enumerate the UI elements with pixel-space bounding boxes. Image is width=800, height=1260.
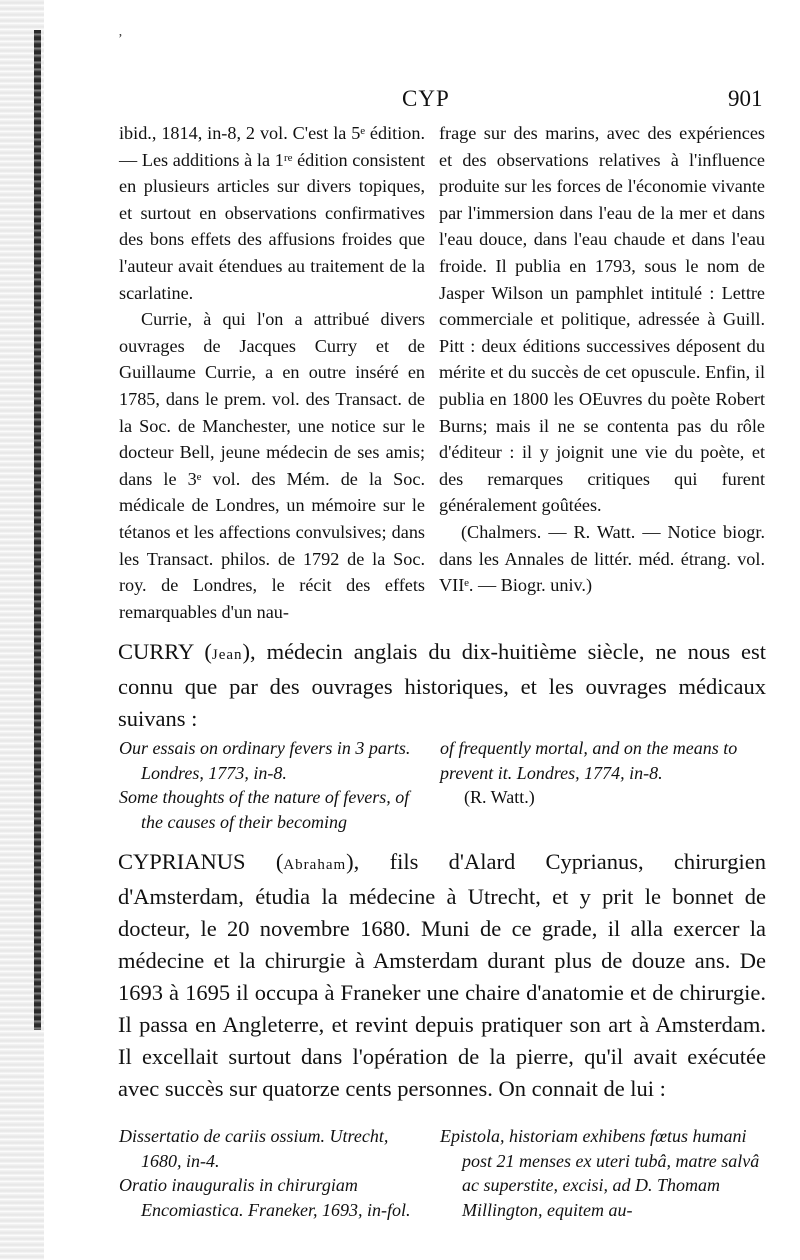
entry-name: CYPRIANUS xyxy=(118,849,246,874)
entry-curry: CURRY (Jean), médecin anglais du dix-huitième siècle, ne nous est connu que par des ouvrages historiques, et les ouvrages médicaux suivans : xyxy=(118,639,766,731)
bibliography-item: Some thoughts of the nature of fevers, of the causes of their becoming xyxy=(119,787,410,832)
paragraph: ibid., 1814, in-8, 2 vol. C'est la 5ᵉ édition. — Les additions à la 1ʳᵉ édition consistent en plusieurs articles sur divers topiques, et surtout en observations confirmatives des bons effets des affusions froides que l'auteur avait étendues au traitement de la scarlatine. xyxy=(119,123,425,303)
entry-cyprianus: CYPRIANUS (Abraham), fils d'Alard Cyprianus, chirurgien d'Amsterdam, étudia la médecine à Utrecht, et y prit le bonnet de docteur, le 20 novembre 1680. Muni de ce grade, il alla exercer la médecine et la chirurgie à Amsterdam durant plus de douze ans. De 1693 à 1695 il occupa à Franeker une chaire d'anatomie et de chirurgie. Il passa en Angleterre, et revint depuis pratiquer son art à Amsterdam. Il excellait surtout dans l'opération de la pierre, qu'il avait exécutée avec succès sur quatorze cents personnes. On connait de lui : xyxy=(118,849,766,1101)
bibliography-item: of frequently mortal, and on the means to prevent it. Londres, 1774, in-8. xyxy=(440,738,738,783)
running-head: CYP xyxy=(402,86,450,111)
bibliography-left xyxy=(119,1124,425,1222)
source-citation: (R. Watt.) xyxy=(464,787,535,807)
source-citation: (Chalmers. — R. Watt. — Notice biogr. dans les Annales de littér. méd. étrang. vol. VIIᵉ. — Biogr. univ.) xyxy=(439,521,765,596)
page-number: 901 xyxy=(728,86,763,111)
entry-text: , médecin anglais du dix-huitième siècle, ne nous est connu que par des ouvrages historiques, et les ouvrages médicaux suivans : xyxy=(118,639,766,731)
bibliography-right xyxy=(440,1124,766,1222)
bibliography-item: Dissertatio de cariis ossium. Utrecht, 1680, in-4. xyxy=(119,1126,389,1171)
entry-text: , fils d'Alard Cyprianus, chirurgien d'Amsterdam, étudia la médecine à Utrecht, et y prit le bonnet de docteur, le 20 novembre 1680. Muni de ce grade, il alla exercer la médecine et la chirurgie à Amsterdam durant plus de douze ans. De 1693 à 1695 il occupa à Franeker une chaire d'anatomie et de chirurgie. Il passa en Angleterre, et revint depuis pratiquer son art à Amsterdam. Il excellait surtout dans l'opération de la pierre, qu'il avait exécutée avec succès sur quatorze cents personnes. On connait de lui : xyxy=(118,849,766,1101)
bibliography-item: Our essais on ordinary fevers in 3 parts. Londres, 1773, in-8. xyxy=(119,738,411,783)
bibliography-item: Oratio inauguralis in chirurgiam Encomiastica. Franeker, 1693, in-fol. xyxy=(119,1175,411,1220)
paragraph: Currie, à qui l'on a attribué divers ouvrages de Jacques Curry et de Guillaume Currie, a en outre inséré en 1785, dans le prem. vol. des Transact. de la Soc. de Manchester, une notice sur le docteur Bell, jeune médecin de ses amis; dans le 3ᵉ vol. des Mém. de la Soc. médicale de Londres, un mémoire sur le tétanos et les affections convulsives; dans les Transact. philos. de 1792 de la Soc. roy. de Londres, le récit des effets remarquables d'un nau- xyxy=(119,309,425,622)
paragraph: frage sur des marins, avec des expériences et des observations relatives à l'influence produite sur les forces de l'économie vivante par l'immersion dans l'eau de la mer et dans l'eau douce, dans l'eau chaude et dans l'eau froide. Il publia en 1793, sous le nom de Jasper Wilson un pamphlet intitulé : Lettre commerciale et politique, adressée à Guill. Pitt : deux éditions successives déposent du mérite et du succès de cet opuscule. Enfin, il publia en 1800 les OEuvres du poète Robert Burns; mais il ne se contenta pas du rôle d'éditeur : il y joignit une vie du poète, et des remarques critiques qui furent généralement goûtées. xyxy=(439,123,765,516)
left-text-column xyxy=(119,120,425,625)
bibliography-left xyxy=(119,736,425,834)
bibliography-right xyxy=(440,736,766,810)
binding-stitching xyxy=(34,30,41,1030)
entry-forename: Abraham xyxy=(283,857,347,873)
margin-mark: ʼ xyxy=(118,32,123,47)
right-text-column xyxy=(439,120,765,599)
entry-forename: Jean xyxy=(211,647,243,663)
bibliography-item: Epistola, historiam exhibens fœtus humani post 21 menses ex uteri tubâ, matre salvâ ac superstite, excisi, ad D. Thomam Millington, equitem au- xyxy=(440,1126,760,1220)
entry-name: CURRY xyxy=(118,639,194,664)
